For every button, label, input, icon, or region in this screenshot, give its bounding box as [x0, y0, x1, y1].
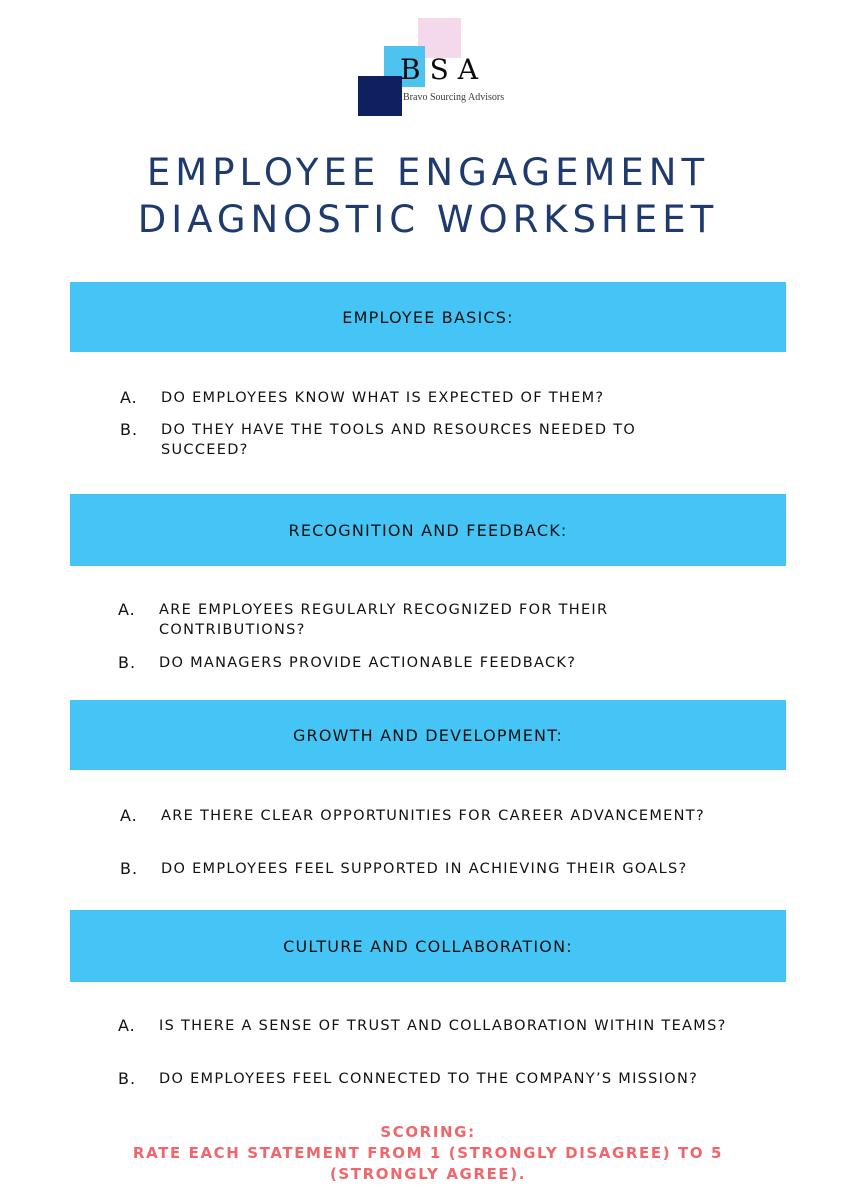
logo-tagline: Bravo Sourcing Advisors [403, 92, 505, 103]
item-text: DO MANAGERS PROVIDE ACTIONABLE FEEDBACK? [159, 655, 577, 671]
section-heading: GROWTH AND DEVELOPMENT: [292, 725, 564, 745]
item-text: DO THEY HAVE THE TOOLS AND RESOURCES NEEDED TO SUCCEED? [161, 422, 637, 458]
section-heading: RECOGNITION AND FEEDBACK: [288, 520, 568, 540]
section-banner-growth-development [70, 700, 786, 770]
page-title-line-2: DIAGNOSTIC WORKSHEET [137, 198, 719, 241]
item-text: DO EMPLOYEES FEEL CONNECTED TO THE COMPANY’S MISSION? [159, 1071, 699, 1087]
item-letter: A. [118, 600, 136, 619]
item-letter: A. [120, 388, 138, 407]
item-letter: B. [118, 1069, 137, 1088]
section-banner-culture-collaboration [70, 910, 786, 982]
scoring-instruction-line-2: (STRONGLY AGREE). [329, 1165, 527, 1183]
item-text: IS THERE A SENSE OF TRUST AND COLLABORATION WITHIN TEAMS? [159, 1018, 727, 1034]
section-banner-employee-basics [70, 282, 786, 352]
page-title-line-1: EMPLOYEE ENGAGEMENT [146, 151, 710, 194]
item-letter: A. [118, 1016, 136, 1035]
company-logo [356, 18, 526, 118]
item-letter: B. [120, 420, 139, 439]
scoring-instruction-line-1: RATE EACH STATEMENT FROM 1 (STRONGLY DISAGREE) TO 5 [132, 1144, 724, 1162]
item-letter: A. [120, 806, 138, 825]
section-banner-recognition-feedback [70, 494, 786, 566]
item-text: DO EMPLOYEES FEEL SUPPORTED IN ACHIEVING THEIR GOALS? [161, 861, 688, 877]
item-text: DO EMPLOYEES KNOW WHAT IS EXPECTED OF THEM? [161, 390, 605, 406]
section-heading: CULTURE AND COLLABORATION: [283, 936, 573, 956]
scoring-label: SCORING: [380, 1123, 476, 1141]
section-heading: EMPLOYEE BASICS: [342, 307, 514, 327]
logo-mark: BSA [400, 53, 487, 86]
item-letter: B. [120, 859, 139, 878]
item-text: ARE THERE CLEAR OPPORTUNITIES FOR CAREER ADVANCEMENT? [161, 808, 705, 824]
item-text: ARE EMPLOYEES REGULARLY RECOGNIZED FOR THEIR CONTRIBUTIONS? [159, 602, 609, 638]
logo-navy-square [358, 76, 402, 116]
item-letter: B. [118, 653, 137, 672]
